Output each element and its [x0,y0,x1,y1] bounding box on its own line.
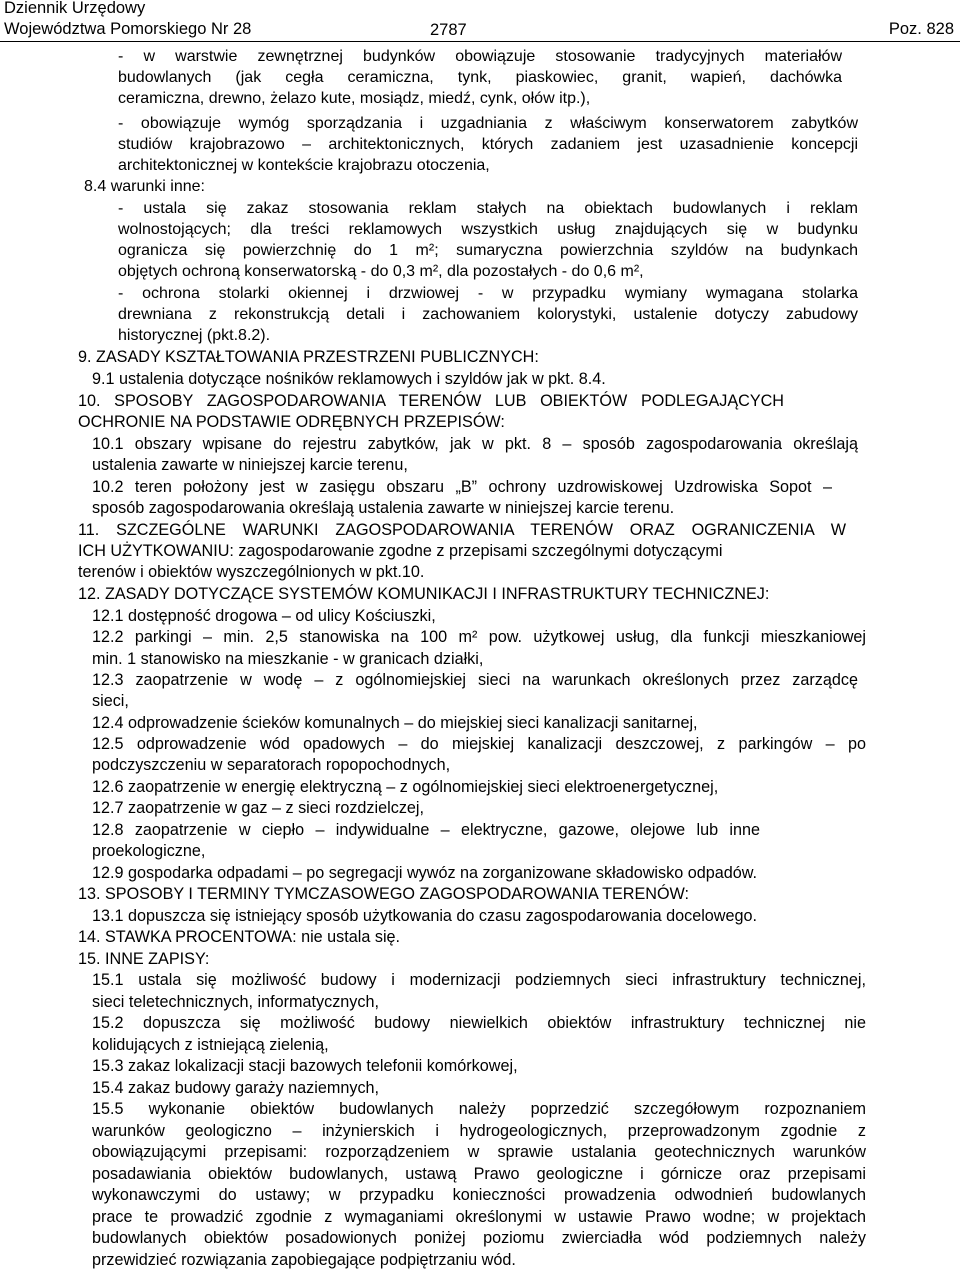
text-line: 12.7 zaopatrzenie w gaz – z sieci rozdzielczej, [92,799,425,817]
text-line: wolnostojących; dla treści reklamowych wszystkich usług znajdujących się w budynku [118,221,858,238]
text-line: 12.2 parkingi – min. 2,5 stanowiska na 100 m² pow. użytkowej usług, dla funkcji mieszkaniowej [92,628,866,646]
text-line: kolidujących z istniejącą zielenią, [92,1036,329,1054]
text-line: objętych ochroną konserwatorską - do 0,3 m², dla pozostałych - do 0,6 m², [118,263,644,280]
text-line: warunków geologiczno – inżynierskich i hydrogeologicznych, przeprowadzonym zgodnie z [92,1122,866,1140]
section-heading: 15. INNE ZAPISY: [78,950,210,968]
journal-heading [4,0,251,40]
text-line: terenów i obiektów wyszczególnionych w pkt.10. [78,563,425,581]
journal-title: Dziennik Urzędowy [4,0,146,17]
text-line: 12.3 zaopatrzenie w wodę – z ogólnomiejskiej sieci na warunkach określonych przez zarządcę [92,671,858,689]
text-line: 15.5 wykonanie obiektów budowlanych należy poprzedzić szczegółowym rozpoznaniem [92,1100,866,1118]
section-heading: 13. SPOSOBY I TERMINY TYMCZASOWEGO ZAGOSPODAROWANIA TERENÓW: [78,885,690,903]
section-heading: 14. STAWKA PROCENTOWA: nie ustala się. [78,928,401,946]
text-line: 12.4 odprowadzenie ścieków komunalnych – do miejskiej sieci kanalizacji sanitarnej, [92,714,698,732]
header-divider [0,41,960,42]
text-line: studiów krajobrazowo – architektonicznych, których zadaniem jest uzasadnienie koncepcji [118,136,858,153]
section-heading: OCHRONIE NA PODSTAWIE ODRĘBNYCH PRZEPISÓW: [78,413,505,431]
text-line: 15.1 ustala się możliwość budowy i modernizacji podziemnych sieci infrastruktury technicznej, [92,971,866,989]
text-line: min. 1 stanowisko na mieszkanie - w granicach działki, [92,650,484,668]
text-line: ogranicza się powierzchnię do 1 m²; sumaryczna powierzchnia szyldów na budynkach [118,242,858,259]
text-line: podczyszczeniu w separatorach ropopochodnych, [92,756,451,774]
text-line: posadawiania obiektów budowlanych, ustawą Prawo geologiczne i górnicze oraz przepisami [92,1165,866,1183]
text-line: 15.4 zakaz budowy garaży naziemnych, [92,1079,380,1097]
page-number: 2787 [430,21,467,39]
text-line: 15.3 zakaz lokalizacji stacji bazowych telefonii komórkowej, [92,1057,518,1075]
journal-issue: Województwa Pomorskiego Nr 28 [4,20,252,38]
text-line: ustalenia zawarte w niniejszej karcie terenu, [92,456,408,474]
text-line: 15.2 dopuszcza się możliwość budowy niewielkich obiektów infrastruktury technicznej nie [92,1014,866,1032]
section-heading: 11. SZCZEGÓLNE WARUNKI ZAGOSPODAROWANIA TERENÓW ORAZ OGRANICZENIA W [78,521,846,539]
text-line: architektonicznej w kontekście krajobrazu otoczenia, [118,157,490,174]
text-line: prace te prowadzić zgodnie z wymaganiami określonymi w ustawie Prawo wodne; w projektach [92,1208,866,1226]
text-line: historycznej (pkt.8.2). [118,327,271,344]
section-heading: 12. ZASADY DOTYCZĄCE SYSTEMÓW KOMUNIKACJI I INFRASTRUKTURY TECHNICZNEJ: [78,585,770,603]
text-line: wykonawczymi do ustawy; w przypadku konieczności prowadzenia odwodnień budowlanych [92,1186,866,1204]
text-line: ceramiczna, drewno, żelazo kute, mosiądz, miedź, cynk, ołów itp.), [118,90,591,107]
section-heading: 8.4 warunki inne: [84,178,205,195]
text-line: budowlanych obiektów posadowionych poniżej poziomu zwierciadła wód podziemnych należy [92,1229,866,1247]
text-line: 10.1 obszary wpisane do rejestru zabytków, jak w pkt. 8 – sposób zagospodarowania określają [92,435,858,453]
page-header [0,0,960,42]
text-line: - ustala się zakaz stosowania reklam stałych na obiektach budowlanych i reklam [118,200,858,217]
text-line: 12.8 zaopatrzenie w ciepło – indywidualne – elektryczne, gazowe, olejowe lub inne [92,821,760,839]
text-line: 10.2 teren położony jest w zasięgu obszaru „B” ochrony uzdrowiskowej Uzdrowiska Sopot – [92,478,832,496]
text-line: sposób zagospodarowania określają ustalenia zawarte w niniejszej karcie terenu. [92,499,675,517]
section-heading: 9. ZASADY KSZTAŁTOWANIA PRZESTRZENI PUBLICZNYCH: [78,348,539,366]
text-line: - w warstwie zewnętrznej budynków obowiązuje stosowanie tradycyjnych materiałów [118,48,842,65]
text-line: sieci teletechnicznych, informatycznych, [92,993,379,1011]
text-line: sieci, [92,692,129,710]
text-line: obowiązującymi przepisami: rozporządzeniem w sprawie ustalania geotechnicznych warunków [92,1143,866,1161]
text-line: - obowiązuje wymóg sporządzania i uzgadniania z właściwym konserwatorem zabytków [118,115,858,132]
text-line: 12.6 zaopatrzenie w energię elektryczną – z ogólnomiejskiej sieci elektroenergetycznej, [92,778,719,796]
text-line: ICH UŻYTKOWANIU: zagospodarowanie zgodne z przepisami szczególnymi dotyczącymi [78,542,723,560]
text-line: drewniana z rekonstrukcją detali i zachowaniem kolorystyki, ustalenie dotyczy zabudowy [118,306,858,323]
section-heading: 10. SPOSOBY ZAGOSPODAROWANIA TERENÓW LUB OBIEKTÓW PODLEGAJĄCYCH [78,392,784,410]
position-number: Poz. 828 [888,20,954,38]
text-line: 12.5 odprowadzenie wód opadowych – do miejskiej kanalizacji deszczowej, z parkingów – po [92,735,866,753]
text-line: 9.1 ustalenia dotyczące nośników reklamowych i szyldów jak w pkt. 8.4. [92,370,606,388]
text-line: - ochrona stolarki okiennej i drzwiowej - w przypadku wymiany wymagana stolarka [118,285,858,302]
text-line: proekologiczne, [92,842,206,860]
text-line: przewidzieć rozwiązania zapobiegające podpiętrzaniu wód. [92,1251,516,1269]
text-line: 12.1 dostępność drogowa – od ulicy Kościuszki, [92,607,436,625]
text-line: budowlanych (jak cegła ceramiczna, tynk, piaskowiec, granit, wapień, dachówka [118,69,842,86]
text-line: 12.9 gospodarka odpadami – po segregacji wywóz na zorganizowane składowisko odpadów. [92,864,758,882]
text-line: 13.1 dopuszcza się istniejący sposób użytkowania do czasu zagospodarowania docelowego. [92,907,757,925]
